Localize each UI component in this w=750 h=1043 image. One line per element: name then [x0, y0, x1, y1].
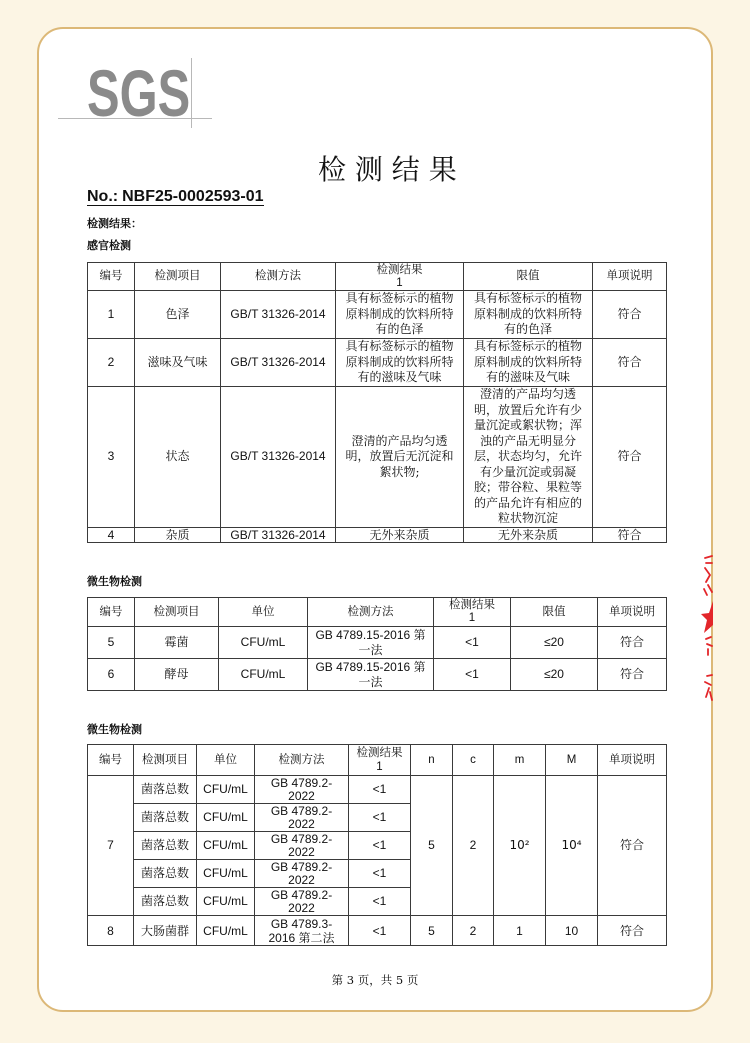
results-label: 检测结果：: [87, 217, 142, 230]
table-row: [88, 627, 667, 659]
seal-stroke: [704, 556, 712, 595]
cell-method: GB 4789.15-2016 第 一法: [308, 659, 434, 691]
section-heading-microbial-2: 微生物检测: [87, 723, 142, 736]
cell-item: 菌落总数: [134, 860, 197, 888]
col-header-result-label: 检测结果: [449, 599, 495, 611]
cell-unit: CFU/mL: [197, 916, 255, 946]
cell-item: 菌落总数: [134, 832, 197, 860]
col-header-method: 检测方法: [308, 598, 434, 627]
cell-unit: CFU/mL: [197, 776, 255, 804]
cell-item: 色泽: [135, 291, 221, 339]
col-header-method: 检测方法: [221, 263, 336, 291]
cell-item: 杂质: [135, 528, 221, 543]
cell-method: GB/T 31326-2014: [221, 387, 336, 528]
cell-result: <1: [349, 832, 411, 860]
sgs-logo: SGS: [87, 56, 191, 130]
cell-unit: CFU/mL: [219, 627, 308, 659]
logo-divider-line: [191, 58, 192, 128]
cell-no: 5: [88, 627, 135, 659]
table-row: [88, 291, 667, 339]
col-header-item: 检测项目: [135, 598, 219, 627]
bacteria-table: [87, 744, 667, 946]
table-row: [88, 339, 667, 387]
col-header-verdict: 单项说明: [593, 263, 667, 291]
cell-result: <1: [434, 659, 511, 691]
cell-verdict: 符合: [593, 339, 667, 387]
cell-limit: 具有标签标示的植物 原料制成的饮料所特 有的滋味及气味: [464, 339, 593, 387]
cell-m: 10²: [494, 776, 546, 916]
cell-result: <1: [349, 804, 411, 832]
table-header-row: [88, 598, 667, 627]
cell-item: 状态: [135, 387, 221, 528]
cell-item: 菌落总数: [134, 804, 197, 832]
col-header-unit: 单位: [197, 745, 255, 776]
cell-limit: ≤20: [511, 627, 598, 659]
table-row: [88, 776, 667, 804]
cell-verdict: 符合: [598, 916, 667, 946]
cell-unit: CFU/mL: [197, 832, 255, 860]
cell-verdict: 符合: [598, 659, 667, 691]
cell-no: 4: [88, 528, 135, 543]
cell-no: 6: [88, 659, 135, 691]
sensory-table: [87, 262, 667, 543]
cell-no: 3: [88, 387, 135, 528]
table-header-row: [88, 745, 667, 776]
page-number: 第 3 页，共 5 页: [331, 973, 419, 987]
col-header-result: [336, 263, 464, 291]
cell-m: 1: [494, 916, 546, 946]
cell-result: 具有标签标示的植物 原料制成的饮料所特 有的色泽: [336, 291, 464, 339]
seal-stroke: [705, 675, 712, 700]
cell-limit: 具有标签标示的植物 原料制成的饮料所特 有的色泽: [464, 291, 593, 339]
cell-result: <1: [349, 860, 411, 888]
cell-unit: CFU/mL: [197, 888, 255, 916]
col-header-m: m: [494, 745, 546, 776]
page-title: 检 测 结 果: [318, 153, 457, 186]
cell-limit: 澄清的产品均匀透 明，放置后允许有少 量沉淀或絮状物；浑 浊的产品无明显分 层，状态均匀，允许 有少量沉淀或弱凝 胶；带谷粒、果粒等 的产品允许有相应的 粒状物沉淀: [464, 387, 593, 528]
cell-c: 2: [453, 776, 494, 916]
cell-item: 菌落总数: [134, 888, 197, 916]
cell-no: 7: [88, 776, 134, 916]
cell-method: GB 4789.2- 2022: [255, 804, 349, 832]
cell-unit: CFU/mL: [219, 659, 308, 691]
col-header-result-label: 检测结果: [376, 264, 423, 276]
cell-no: 8: [88, 916, 134, 946]
cell-result: <1: [349, 916, 411, 946]
cell-result: <1: [349, 776, 411, 804]
cell-verdict: 符合: [593, 528, 667, 543]
cell-result: 具有标签标示的植物 原料制成的饮料所特 有的滋味及气味: [336, 339, 464, 387]
col-header-verdict: 单项说明: [598, 745, 667, 776]
table-row: [88, 528, 667, 543]
seal-stroke: [706, 637, 712, 655]
col-header-limit: 限值: [464, 263, 593, 291]
cell-unit: CFU/mL: [197, 804, 255, 832]
cell-M: 10: [546, 916, 598, 946]
col-header-verdict: 单项说明: [598, 598, 667, 627]
col-header-result-label: 检测结果: [356, 747, 403, 759]
col-header-n: n: [411, 745, 453, 776]
cell-method: GB/T 31326-2014: [221, 528, 336, 543]
col-header-M: M: [546, 745, 598, 776]
cell-method: GB 4789.15-2016 第 一法: [308, 627, 434, 659]
col-header-method: 检测方法: [255, 745, 349, 776]
col-header-no: 编号: [88, 263, 135, 291]
cell-method: GB/T 31326-2014: [221, 339, 336, 387]
cell-c: 2: [453, 916, 494, 946]
cell-method: GB 4789.2- 2022: [255, 860, 349, 888]
report-number-value: NBF25-0002593-01: [122, 188, 264, 205]
col-header-no: 编号: [88, 745, 134, 776]
cell-verdict: 符合: [598, 627, 667, 659]
cell-limit: 无外来杂质: [464, 528, 593, 543]
cell-item: 大肠菌群: [134, 916, 197, 946]
cell-item: 霉菌: [135, 627, 219, 659]
table-row: [88, 387, 667, 528]
mold-yeast-table: [87, 597, 667, 691]
section-heading-sensory: 感官检测: [87, 239, 131, 252]
col-header-result-index: 1: [376, 761, 383, 773]
cell-item: 酵母: [135, 659, 219, 691]
table-row: [88, 659, 667, 691]
red-seal-fragment: [697, 545, 713, 710]
col-header-item: 检测项目: [135, 263, 221, 291]
report-number-label: No.:: [87, 188, 119, 205]
cell-verdict: 符合: [593, 387, 667, 528]
table-row: [88, 916, 667, 946]
cell-no: 2: [88, 339, 135, 387]
cell-M: 10⁴: [546, 776, 598, 916]
section-heading-microbial-1: 微生物检测: [87, 575, 142, 588]
col-header-result: [434, 598, 511, 627]
cell-verdict: 符合: [593, 291, 667, 339]
cell-limit: ≤20: [511, 659, 598, 691]
cell-no: 1: [88, 291, 135, 339]
cell-method: GB 4789.3- 2016 第二法: [255, 916, 349, 946]
cell-verdict: 符合: [598, 776, 667, 916]
cell-method: GB/T 31326-2014: [221, 291, 336, 339]
col-header-result-index: 1: [396, 276, 403, 289]
cell-n: 5: [411, 916, 453, 946]
cell-item: 菌落总数: [134, 776, 197, 804]
col-header-result: [349, 745, 411, 776]
cell-result: <1: [434, 627, 511, 659]
col-header-result-index: 1: [468, 612, 476, 624]
col-header-unit: 单位: [219, 598, 308, 627]
col-header-no: 编号: [88, 598, 135, 627]
report-number: [87, 188, 264, 206]
cell-unit: CFU/mL: [197, 860, 255, 888]
table-header-row: [88, 263, 667, 291]
col-header-c: c: [453, 745, 494, 776]
cell-result: <1: [349, 888, 411, 916]
cell-item: 滋味及气味: [135, 339, 221, 387]
col-header-limit: 限值: [511, 598, 598, 627]
cell-result: 无外来杂质: [336, 528, 464, 543]
cell-method: GB 4789.2- 2022: [255, 776, 349, 804]
cell-method: GB 4789.2- 2022: [255, 832, 349, 860]
seal-star: [701, 601, 713, 633]
cell-method: GB 4789.2- 2022: [255, 888, 349, 916]
cell-result: 澄清的产品均匀透 明，放置后无沉淀和 絮状物;: [336, 387, 464, 528]
col-header-item: 检测项目: [134, 745, 197, 776]
cell-n: 5: [411, 776, 453, 916]
